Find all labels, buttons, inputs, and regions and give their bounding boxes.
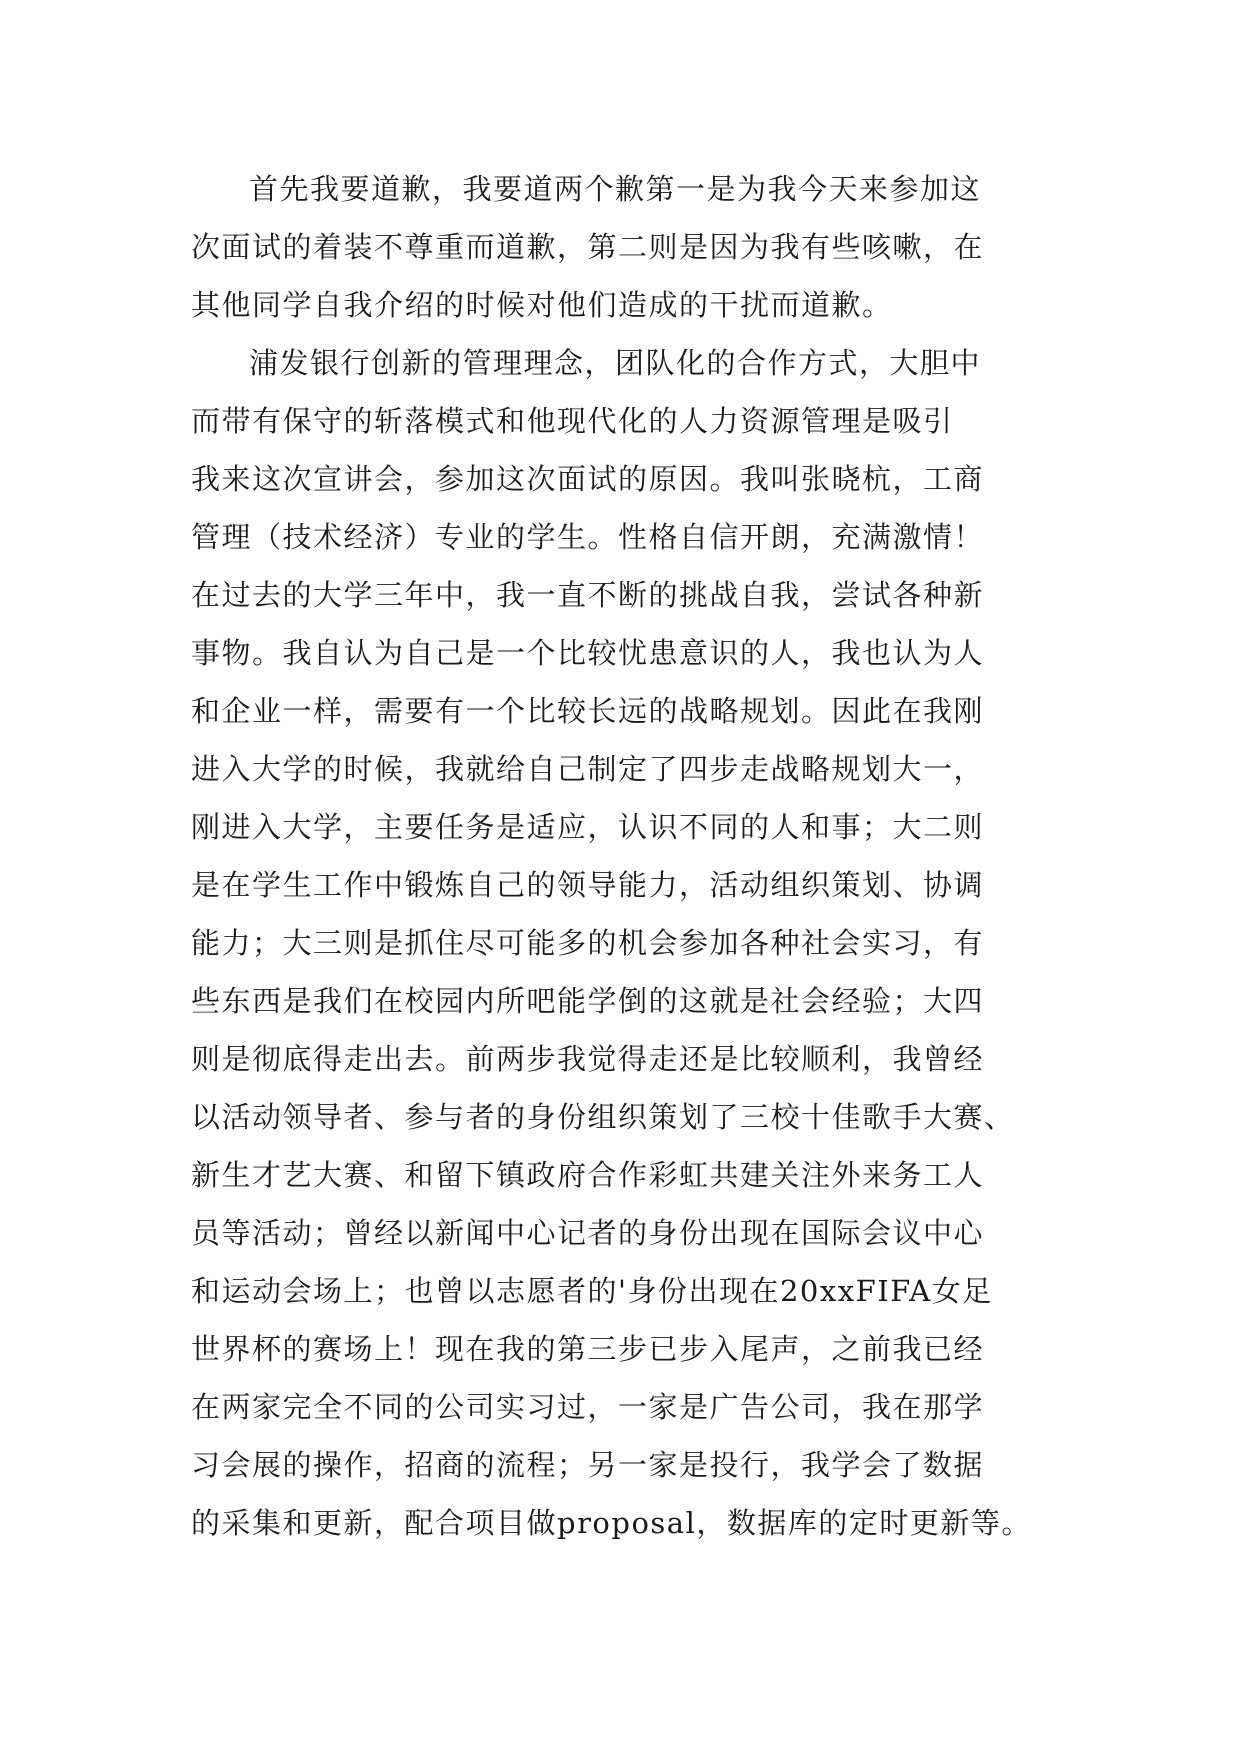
paragraph-line: 和运动会场上；也曾以志愿者的'身份出现在20xxFIFA女足 [191,1274,993,1308]
document-body [191,160,1057,1552]
paragraph-line: 浦发银行创新的管理理念，团队化的合作方式，大胆中 [249,346,982,380]
paragraph-line: 世界杯的赛场上！现在我的第三步已步入尾声，之前我已经 [191,1332,985,1366]
paragraph-line: 新生才艺大赛、和留下镇政府合作彩虹共建关注外来务工人 [191,1158,985,1192]
paragraph-line: 的采集和更新，配合项目做proposal，数据库的定时更新等。 [191,1506,1032,1540]
paragraph-line: 次面试的着装不尊重而道歉，第二则是因为我有些咳嗽，在 [191,230,985,264]
paragraph-line: 进入大学的时候，我就给自己制定了四步走战略规划大一， [191,752,985,786]
paragraph-line: 事物。我自认为自己是一个比较忧患意识的人，我也认为人 [191,636,985,670]
paragraph-line: 习会展的操作，招商的流程；另一家是投行，我学会了数据 [191,1448,985,1482]
paragraph-line: 其他同学自我介绍的时候对他们造成的干扰而道歉。 [191,288,893,322]
paragraph-line: 则是彻底得走出去。前两步我觉得走还是比较顺利，我曾经 [191,1042,985,1076]
paragraph-line: 能力；大三则是抓住尽可能多的机会参加各种社会实习，有 [191,926,985,960]
paragraph-line: 在过去的大学三年中，我一直不断的挑战自我，尝试各种新 [191,578,985,612]
paragraph-line: 些东西是我们在校园内所吧能学倒的这就是社会经验；大四 [191,984,985,1018]
paragraph-line: 员等活动；曾经以新闻中心记者的身份出现在国际会议中心 [191,1216,985,1250]
paragraph-line: 是在学生工作中锻炼自己的领导能力，活动组织策划、协调 [191,868,985,902]
paragraph-line: 在两家完全不同的公司实习过，一家是广告公司，我在那学 [191,1390,985,1424]
paragraph-line: 我来这次宣讲会，参加这次面试的原因。我叫张晓杭，工商 [191,462,985,496]
paragraph-1 [191,160,1057,334]
paragraph-line: 首先我要道歉，我要道两个歉第一是为我今天来参加这 [249,172,982,206]
paragraph-line: 刚进入大学，主要任务是适应，认识不同的人和事；大二则 [191,810,985,844]
paragraph-line: 管理（技术经济）专业的学生。性格自信开朗，充满激情！ [191,520,985,554]
paragraph-line: 以活动领导者、参与者的身份组织策划了三校十佳歌手大赛、 [191,1100,1015,1134]
paragraph-2 [191,334,1057,1552]
paragraph-line: 而带有保守的斩落模式和他现代化的人力资源管理是吸引 [191,404,954,438]
paragraph-line: 和企业一样，需要有一个比较长远的战略规划。因此在我刚 [191,694,985,728]
